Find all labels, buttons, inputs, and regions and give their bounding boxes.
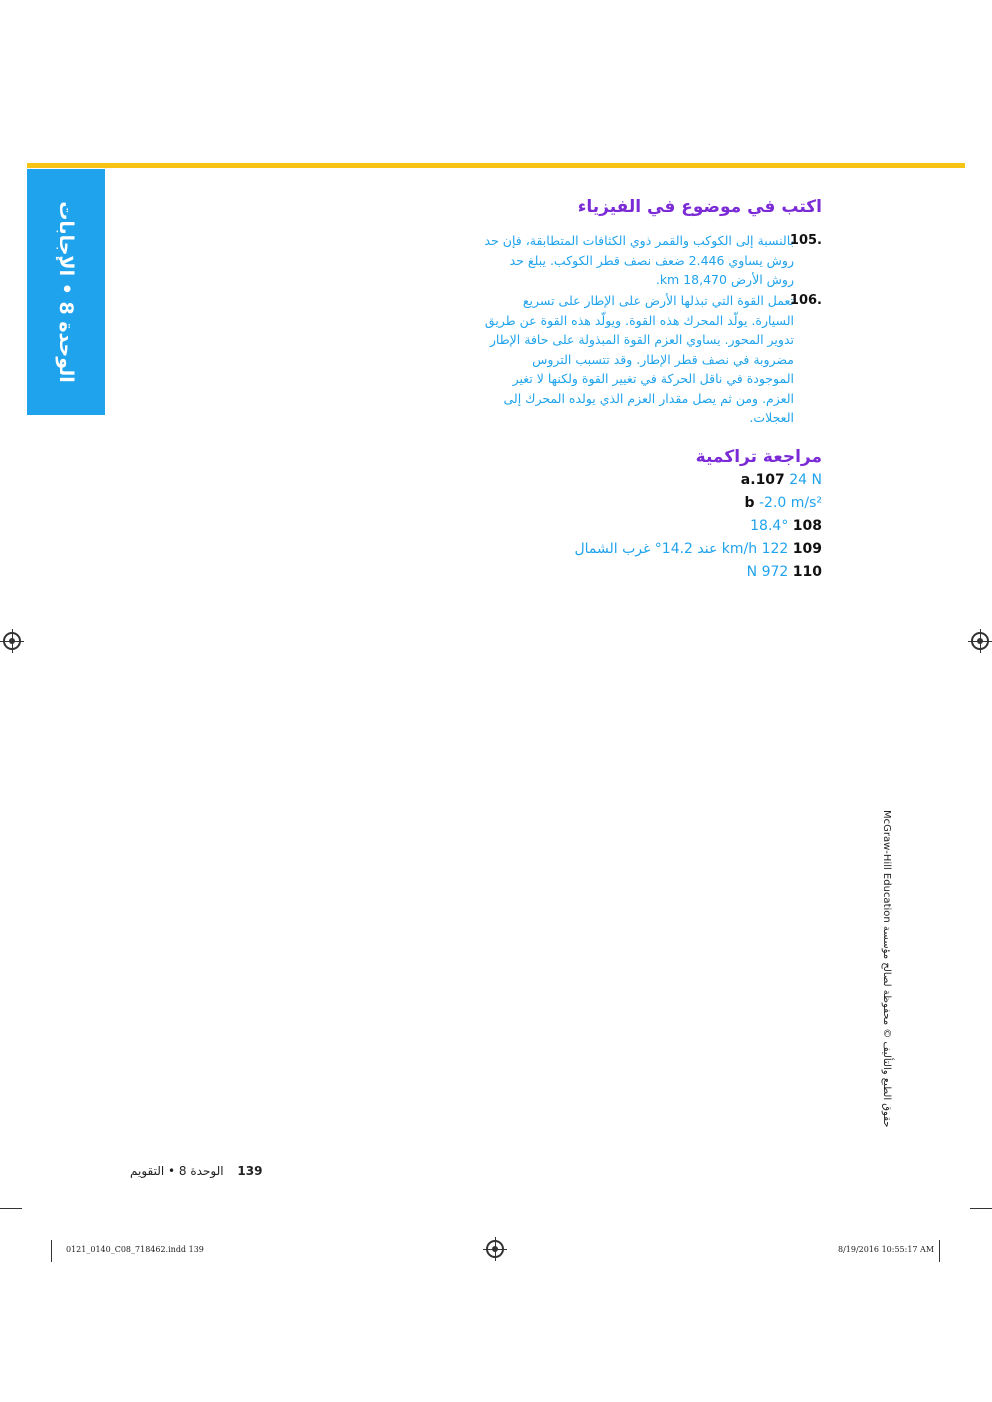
- answer-value: 24 N: [789, 472, 822, 488]
- item-text: بالنسبة إلى الكوكب والقمر ذوي الكثافات المتطابقة، فإن حد روش يساوي 2.446 ضعف نصف قطر الكوكب. يبلغ حد روش الأرض 18,470 km.: [484, 233, 794, 287]
- answer-number: 109: [792, 541, 822, 557]
- answer-item: [482, 291, 822, 428]
- answer-value: 122 km/h عند 14.2° غرب الشمال: [574, 541, 789, 557]
- registration-mark-icon: [486, 1240, 504, 1258]
- answer-line: [747, 561, 822, 584]
- answer-number: b: [744, 495, 755, 511]
- answer-number: a.107: [740, 472, 785, 488]
- crop-mark: [939, 1240, 940, 1262]
- crop-mark: [0, 1208, 22, 1209]
- side-tab: [27, 169, 105, 415]
- answer-line: [741, 469, 822, 492]
- slug-timestamp: 8/19/2016 10:55:17 AM: [838, 1245, 935, 1254]
- registration-mark-icon: [971, 632, 989, 650]
- footer-unit-label: الوحدة 8 • التقويم: [130, 1164, 224, 1178]
- answer-number: 110: [792, 564, 822, 580]
- crop-mark: [970, 1208, 992, 1209]
- answer-number: 108: [792, 518, 822, 534]
- section-heading-write: اكتب في موضوع في الفيزياء: [577, 197, 822, 217]
- answer-line: [750, 515, 822, 538]
- item-number: .105: [789, 233, 822, 248]
- slug-file: 0121_0140_C08_718462.indd 139: [66, 1245, 204, 1254]
- footer: [130, 1164, 262, 1178]
- answer-value: 18.4°: [750, 518, 789, 534]
- top-rule: [27, 163, 965, 168]
- answer-value: -2.0 m/s²: [758, 495, 822, 511]
- item-number: .106: [789, 293, 822, 308]
- answer-item: [482, 231, 822, 290]
- answer-line: [744, 492, 822, 515]
- crop-mark: [51, 1240, 52, 1262]
- answer-line: [574, 538, 822, 561]
- side-tab-label: الوحدة 8 • الإجابات: [55, 201, 77, 383]
- item-text: تعمل القوة التي تبذلها الأرض على الإطار على تسريع السيارة. يولّد المحرك هذه القوة. ويولّد هذه القوة عن طريق تدوير المحور. يساوي العزم القوة المبذولة على حافة الإطار مضروبة في نصف قطر الإطار. وقد تتسبب التروس الموجودة في ناقل الحركة في تغيير القوة ولكنها لا تغير العزم. ومن ثم يصل مقدار العزم الذي يولده المحرك إلى العجلات.: [484, 293, 794, 425]
- registration-mark-icon: [3, 632, 21, 650]
- copyright-notice: حقوق الطبع والتأليف © محفوظة لصالح مؤسسة McGraw-Hill Education: [881, 810, 892, 1128]
- page-number: 139: [237, 1164, 263, 1178]
- answer-value: 972 N: [746, 564, 789, 580]
- section-heading-review: مراجعة تراكمية: [695, 447, 822, 467]
